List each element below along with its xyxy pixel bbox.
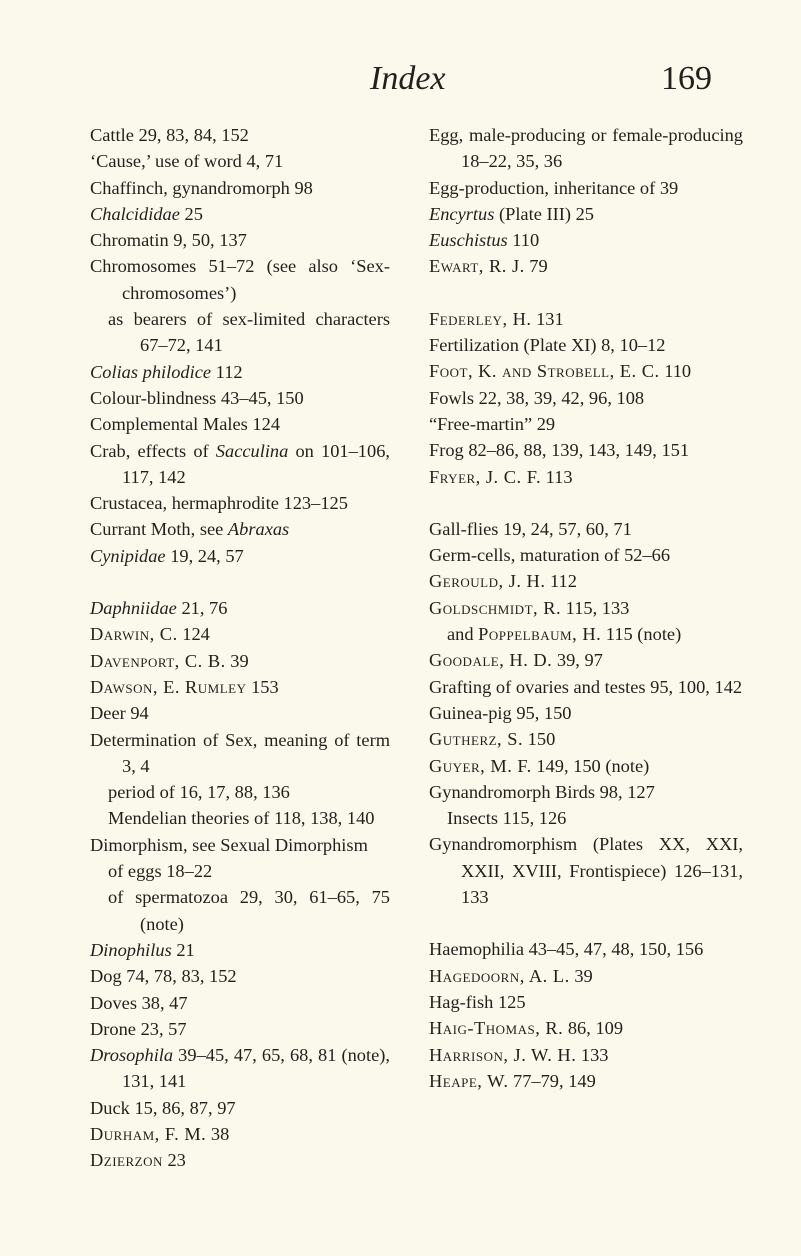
index-entry: Hagedoorn, A. L. 39 — [429, 965, 593, 986]
index-entry: Dimorphism, see Sexual Dimorphism — [90, 834, 368, 855]
index-entry: Ewart, R. J. 79 — [429, 256, 548, 277]
index-entry: Frog 82–86, 88, 139, 143, 149, 151 — [429, 440, 690, 461]
index-entry: Chaffinch, gynandromorph 98 — [90, 177, 313, 198]
index-entry: Goodale, H. D. 39, 97 — [429, 650, 603, 671]
index-entry: Colias philodice 112 — [90, 361, 243, 382]
index-entry: Davenport, C. B. 39 — [90, 650, 249, 671]
index-entry: Colour-blindness 43–45, 150 — [90, 387, 304, 408]
index-entry: ‘Cause,’ use of word 4, 71 — [90, 151, 284, 172]
index-subentry: of eggs 18–22 — [108, 861, 213, 882]
index-entry: Deer 94 — [90, 703, 149, 724]
index-entry: Haig-Thomas, R. 86, 109 — [429, 1018, 624, 1039]
index-entry: Darwin, C. 124 — [90, 624, 210, 645]
index-entry: Determination of Sex, meaning of term 3, 4 — [90, 729, 390, 776]
index-entry: Grafting of ovaries and testes 95, 100, 142 — [429, 676, 743, 697]
index-entry: Foot, K. and Strobell, E. C. 110 — [429, 361, 692, 382]
index-entry: Gynandromorphism (Plates XX, XXI, XXII, XVIII, Frontispiece) 126–131, 133 — [429, 834, 743, 908]
index-entry: Haemophilia 43–45, 47, 48, 150, 156 — [429, 939, 704, 960]
index-entry: Gynandromorph Birds 98, 127 — [429, 781, 655, 802]
page-header — [0, 60, 801, 100]
index-entry: Federley, H. 131 — [429, 308, 564, 329]
index-entry: Duck 15, 86, 87, 97 — [90, 1097, 236, 1118]
index-entry: Gerould, J. H. 112 — [429, 571, 577, 592]
index-entry: Chromatin 9, 50, 137 — [90, 230, 247, 251]
index-entry: Crustacea, hermaphrodite 123–125 — [90, 493, 348, 514]
index-entry: Goldschmidt, R. 115, 133 — [429, 597, 630, 618]
index-entry: Harrison, J. W. H. 133 — [429, 1044, 609, 1065]
index-entry: Fowls 22, 38, 39, 42, 96, 108 — [429, 387, 645, 408]
index-entry: Dinophilus 21 — [90, 939, 195, 960]
index-entry: Crab, effects of Sacculina on 101–106, 117, 142 — [90, 440, 390, 487]
index-entry: Guyer, M. F. 149, 150 (note) — [429, 755, 650, 776]
index-entry: Currant Moth, see Abraxas — [90, 519, 290, 540]
index-subentry: of spermatozoa 29, 30, 61–65, 75 (note) — [108, 887, 390, 934]
index-column-left — [90, 122, 390, 1174]
index-entry: Chalcididae 25 — [90, 203, 203, 224]
index-entry: Gall-flies 19, 24, 57, 60, 71 — [429, 518, 632, 539]
index-entry: Cynipidae 19, 24, 57 — [90, 545, 244, 566]
index-entry: Cattle 29, 83, 84, 152 — [90, 125, 249, 145]
index-subentry: Insects 115, 126 — [447, 808, 567, 829]
index-entry: Dzierzon 23 — [90, 1150, 186, 1171]
index-entry: Egg, male-producing or female-producing 18–22, 35, 36 — [429, 125, 743, 172]
index-entry: Heape, W. 77–79, 149 — [429, 1070, 596, 1091]
index-entry: Egg-production, inheritance of 39 — [429, 177, 679, 198]
index-entry: Gutherz, S. 150 — [429, 729, 556, 750]
index-subentry: as bearers of sex-limited characters 67–72, 141 — [108, 309, 390, 356]
index-subentry: period of 16, 17, 88, 136 — [108, 782, 290, 803]
index-subentry: Mendelian theories of 118, 138, 140 — [108, 808, 375, 829]
index-entry: Fryer, J. C. F. 113 — [429, 466, 573, 487]
index-entry: Doves 38, 47 — [90, 992, 188, 1013]
index-entry: Dog 74, 78, 83, 152 — [90, 966, 237, 987]
index-entry: Fertilization (Plate XI) 8, 10–12 — [429, 335, 666, 356]
page-number: 169 — [661, 60, 712, 97]
index-entry: Hag-fish 125 — [429, 991, 526, 1012]
index-entry: Guinea-pig 95, 150 — [429, 702, 572, 723]
index-entry: Encyrtus (Plate III) 25 — [429, 203, 594, 224]
index-entry: Drosophila 39–45, 47, 65, 68, 81 (note), 131, 141 — [90, 1045, 390, 1092]
index-entry: Germ-cells, maturation of 52–66 — [429, 545, 671, 566]
index-entry: Dawson, E. Rumley 153 — [90, 676, 279, 697]
index-column-right — [429, 122, 743, 1094]
index-subentry: and Poppelbaum, H. 115 (note) — [447, 624, 682, 645]
index-entry: Drone 23, 57 — [90, 1018, 187, 1039]
page-title: Index — [370, 60, 446, 97]
index-entry: Durham, F. M. 38 — [90, 1123, 230, 1144]
index-entry: Chromosomes 51–72 (see also ‘Sex-chromosomes’) — [90, 256, 390, 303]
index-entry: Euschistus 110 — [429, 230, 540, 251]
index-entry: Daphniidae 21, 76 — [90, 598, 228, 619]
index-entry: “Free-martin” 29 — [429, 413, 556, 434]
index-entry: Complemental Males 124 — [90, 414, 281, 435]
